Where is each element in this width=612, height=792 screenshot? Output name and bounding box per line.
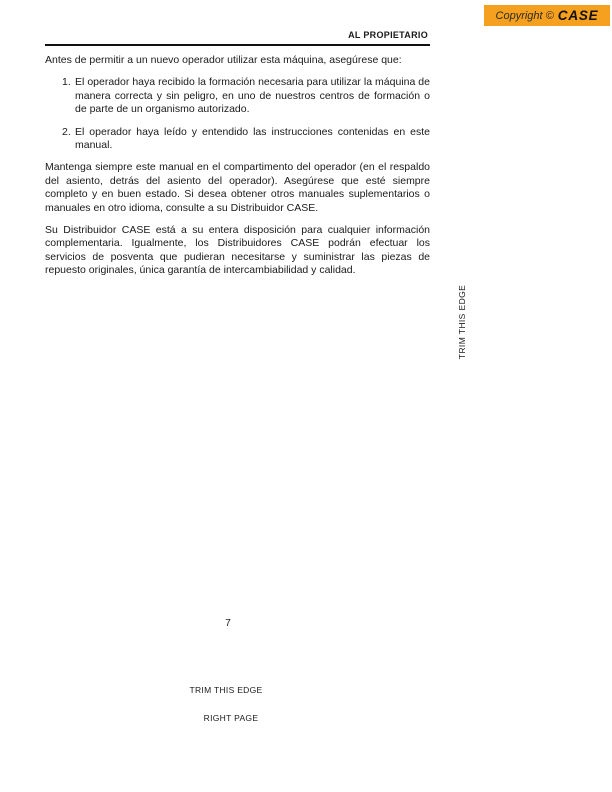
numbered-list [45,76,430,152]
list-item-text: El operador haya leído y entendido las instrucciones contenidas en este manual. [75,125,430,152]
copyright-text: Copyright © [495,9,554,22]
list-item [62,76,430,116]
trim-this-edge-bottom-label: TRIM THIS EDGE [189,685,263,695]
intro-paragraph: Antes de permitir a un nuevo operador utilizar esta máquina, asegúrese que: [45,54,402,66]
text-column [45,30,430,278]
paragraph-manual-storage: Mantenga siempre este manual en el compartimento del operador (en el respaldo del asiento, detrás del asiento del operador). Asegúrese que esté siempre completo y en buen estado. Si desea obtener otros manuales suplementarios o manuales en otro idioma, consulte a su Distribuidor CASE. [45,161,430,214]
copyright-banner [484,5,610,26]
header-rule [45,44,430,46]
list-item-text: El operador haya recibido la formación necesaria para utilizar la máquina de manera correcta y sin peligro, en uno de nuestros centros de formación o de parte de un organismo autorizado. [75,76,430,116]
list-item-number: 2. [62,125,71,138]
list-item-number: 1. [62,76,71,89]
page-number: 7 [225,618,231,629]
paragraph-distributor: Su Distribuidor CASE está a su entera disposición para cualquier información complementaria. Igualmente, los Distribuidores CASE podrán efectuar los servicios de posventa que pudieran necesitarse y suministrar las piezas de repuesto originales, única garantía de intercambiabilidad y calidad. [45,224,430,277]
right-page-label: RIGHT PAGE [203,713,259,723]
running-header: AL PROPIETARIO [348,30,428,40]
list-item [62,126,430,153]
case-brand-logo: CASE [557,8,599,23]
trim-this-edge-vertical-label: TRIM THIS EDGE [457,284,467,360]
